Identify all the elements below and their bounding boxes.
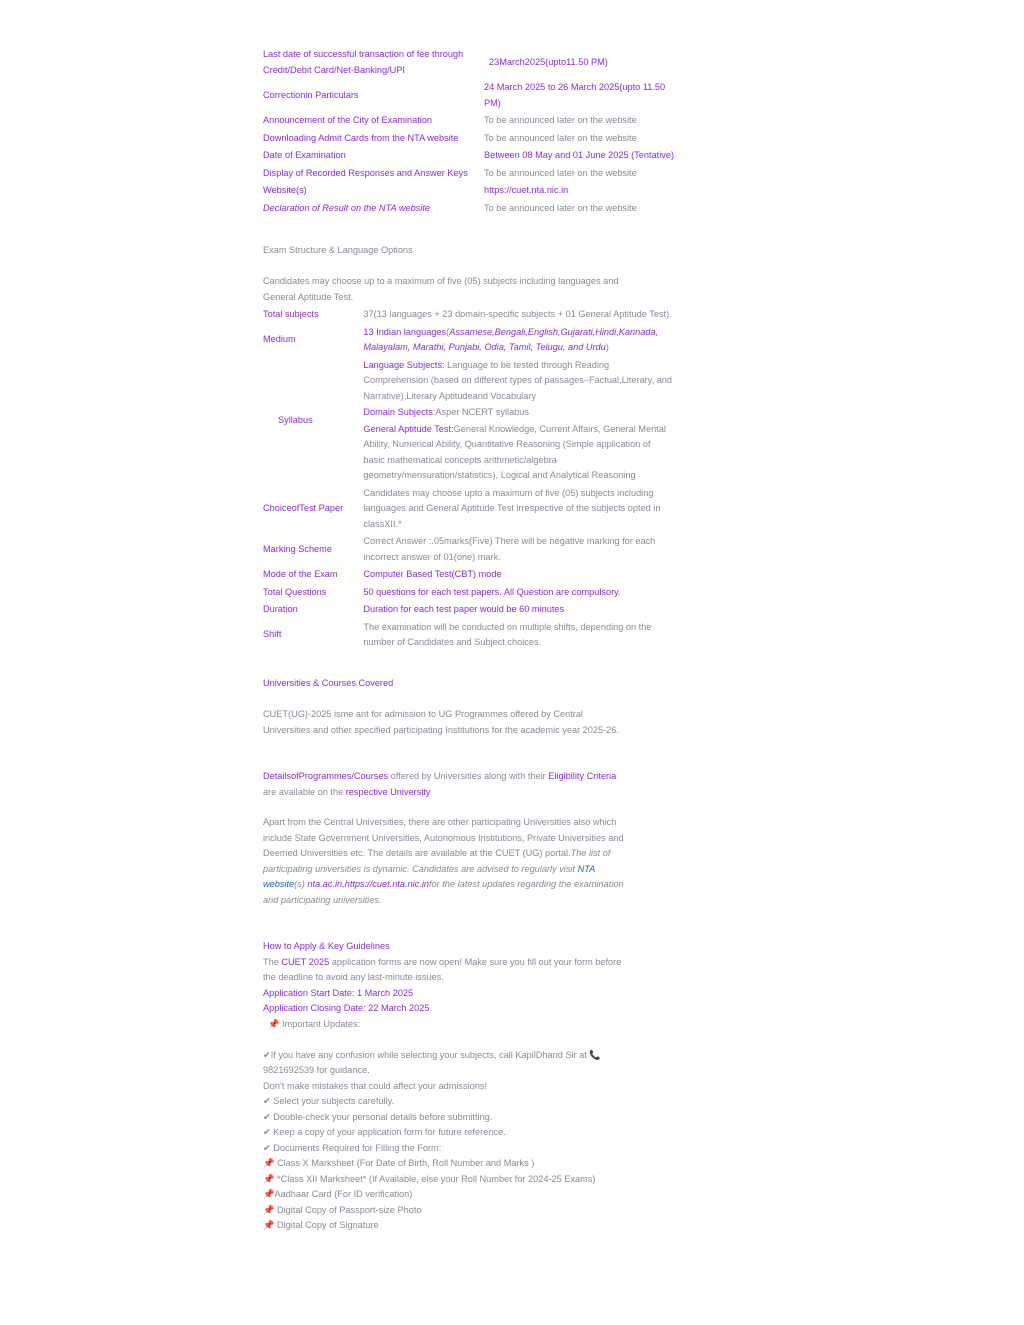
row-questions xyxy=(263,584,673,602)
schedule-row xyxy=(263,79,679,112)
apply-line: ✔ Select your subjects carefully. xyxy=(263,1096,395,1106)
apply-line: ✔ Keep a copy of your application form for future reference. xyxy=(263,1127,506,1137)
apply-line: 📌 Digital Copy of Passport-size Photo xyxy=(263,1204,422,1215)
questions-value: 50 questions for each test papers. All Question are compulsory. xyxy=(363,586,621,597)
schedule-value: https://cuet.nta.nic.in xyxy=(484,185,569,195)
apply-line: 📌 Class X Marksheet (For Date of Birth, Roll Number and Marks ) xyxy=(263,1158,535,1168)
mode-label: Mode of the Exam xyxy=(263,569,338,579)
apply-line: ✔ Double-check your personal details before submitting. xyxy=(263,1111,493,1122)
row-duration xyxy=(263,601,673,619)
questions-label: Total Questions xyxy=(263,586,327,597)
important-updates: 📌 Important Updates: xyxy=(268,1018,361,1029)
schedule-label: Downloading Admit Cards from the NTA website xyxy=(263,132,459,143)
apply-lines xyxy=(263,1048,623,1234)
syllabus-label: Syllabus xyxy=(278,414,313,425)
structure-section xyxy=(263,306,673,652)
schedule-row xyxy=(263,130,679,148)
shift-label: Shift xyxy=(263,629,282,640)
schedule-row xyxy=(263,46,679,79)
row-syllabus xyxy=(263,357,673,485)
choice-value: Candidates may choose upto a maximum of five (05) subjects including languages and General Aptitude Test irrespective of the subjects opted in classXII.* xyxy=(363,487,661,529)
schedule-value: To be announced later on the website xyxy=(484,202,637,213)
apply-start-date: Application Start Date: 1 March 2025 xyxy=(263,987,414,998)
row-mode xyxy=(263,566,673,584)
apply-line: Don’t make mistakes that could affect your admissions! xyxy=(263,1080,488,1091)
row-medium xyxy=(263,324,673,357)
schedule-label: Date of Examination xyxy=(263,150,346,160)
nta-website-link[interactable]: NTA website xyxy=(263,863,595,889)
schedule-row xyxy=(263,165,679,183)
nta-urls-link[interactable]: nta.ac.in,https://cuet.nta.nic.in xyxy=(307,879,429,889)
eligibility-link[interactable]: Eligibility Criteria xyxy=(548,771,617,781)
marking-value: Correct Answer :.05marks(Five) There will be negative marking for each incorrect answer of 01(one) mark. xyxy=(363,536,656,562)
row-total-subjects xyxy=(263,306,673,324)
medium-list: Assamese,Bengali,English,Gujarati,Hindi,Kannada, Malayalam, Marathi, Punjabi, Odia, Tamil, Telugu, and Urdu xyxy=(363,326,659,352)
syllabus-value xyxy=(363,357,673,485)
apply-line: 📌 *Class XII Marksheet* (If Available, else your Roll Number for 2024-25 Exams) xyxy=(263,1173,596,1184)
medium-paren-close: ) xyxy=(605,342,609,352)
universities-para2: DetailsofProgrammes/Courses offered by Universities along with their Eligibility Criteria are available on the respective University xyxy=(263,771,617,797)
schedule-label: Correctionin Particulars xyxy=(263,89,359,100)
schedule-value: To be announced later on the website xyxy=(484,132,637,143)
medium-value xyxy=(363,324,673,357)
mode-value: Computer Based Test(CBT) mode xyxy=(363,569,502,579)
schedule-label: Declaration of Result on the NTA website xyxy=(263,202,430,213)
universities-para1: CUET(UG)-2025 isme ant for admission to UG Programmes offered by Central Universities and other specified participating Institutions for the academic year 2025-26. xyxy=(263,709,619,735)
apply-section xyxy=(263,939,623,1234)
medium-paren-open: ( xyxy=(446,326,450,337)
schedule-value: Between 08 May and 01 June 2025 (Tentative) xyxy=(484,150,674,160)
syllabus-general-aptitude: General Aptitude Test:General Knowledge, Current Affairs, General Mental Ability, Numerical Ability, Quantitative Reasoning (Simple application of basic mathematical concepts arithmetic/algebra geometry/mensuration/statistics), Logical and Analytical Reasoning xyxy=(363,423,666,480)
programmes-link[interactable]: DetailsofProgrammes/Courses xyxy=(263,771,389,781)
syllabus-language: Language Subjects: Language to be tested through Reading Comprehension (based on different types of passages–Factual,Literary, and Narrative),Literary Aptitudeand Vocabulary xyxy=(363,359,673,401)
university-link[interactable]: respective University xyxy=(345,786,431,797)
apply-line: 📌 Digital Copy of Signature xyxy=(263,1220,379,1230)
schedule-table xyxy=(263,46,679,217)
medium-lead: 13 Indian languages xyxy=(363,326,447,337)
apply-close-date: Application Closing Date: 22 March 2025 xyxy=(263,1003,430,1013)
schedule-row xyxy=(263,147,679,165)
apply-intro: The CUET 2025 application forms are now open! Make sure you fill out your form before the deadline to avoid any last-minute issues. xyxy=(263,956,622,982)
schedule-value: 24 March 2025 to 26 March 2025(upto 11.50 PM) xyxy=(484,82,666,108)
universities-heading: Universities & Courses Covered xyxy=(263,678,394,688)
universities-para3: Apart from the Central Universities, there are other participating Universities also which include State Government Universities, Autonomous Institutions, Private Universities and Deemed Universities etc. The details are available at the CUET (UG) portal.The list of participating universities is dynamic. Candidates are advised to regularly visit NTA website(s) nta.ac.in,https://cuet.nta.nic.infor the latest updates regarding the examination and participating universities. xyxy=(263,817,624,905)
marking-label: Marking Scheme xyxy=(263,543,332,554)
apply-heading: How to Apply & Key Guidelines xyxy=(263,941,390,951)
choice-label: ChoiceofTest Paper xyxy=(263,503,344,513)
row-marking xyxy=(263,533,673,566)
schedule-value: 23March2025(upto11.50 PM) xyxy=(489,56,608,67)
medium-label: Medium xyxy=(263,334,296,345)
schedule-row xyxy=(263,182,679,200)
apply-line: 📌Aadhaar Card (For ID verification) xyxy=(263,1189,413,1199)
apply-line: ✔ Documents Required for Filling the Form: xyxy=(263,1142,442,1153)
duration-value: Duration for each test paper would be 60 minutes xyxy=(363,604,565,614)
total-subjects-label: Total subjects xyxy=(263,309,319,319)
row-shift xyxy=(263,619,673,652)
schedule-label: Display of Recorded Responses and Answer Keys xyxy=(263,167,468,178)
syllabus-domain: Domain Subjects:Asper NCERT syllabus xyxy=(363,407,529,417)
structure-table xyxy=(263,306,673,652)
shift-value: The examination will be conducted on multiple shifts, depending on the number of Candidates and Subject choices. xyxy=(363,621,652,647)
schedule-label: Last date of successful transaction of fee through Credit/Debit Card/Net-Banking/UPI xyxy=(263,49,464,75)
schedule-value: To be announced later on the website xyxy=(484,115,637,125)
schedule-section xyxy=(263,46,683,217)
exam-structure-intro: Candidates may choose up to a maximum of five (05) subjects including languages and General Aptitude Test. xyxy=(263,276,619,302)
schedule-row xyxy=(263,112,679,130)
schedule-row xyxy=(263,200,679,218)
total-subjects-value: 37(13 languages + 23 domain-specific subjects + 01 General Aptitude Test). xyxy=(363,309,672,319)
schedule-label: Website(s) xyxy=(263,185,307,195)
schedule-label: Announcement of the City of Examination xyxy=(263,115,433,125)
row-choice xyxy=(263,485,673,534)
exam-structure-heading: Exam Structure & Language Options xyxy=(263,245,413,255)
duration-label: Duration xyxy=(263,604,298,614)
apply-line: ✔If you have any confusion while selecting your subjects, call KapilDhand Sir at 📞 9821692539 for guidance. xyxy=(263,1049,601,1075)
schedule-value: To be announced later on the website xyxy=(484,167,637,178)
